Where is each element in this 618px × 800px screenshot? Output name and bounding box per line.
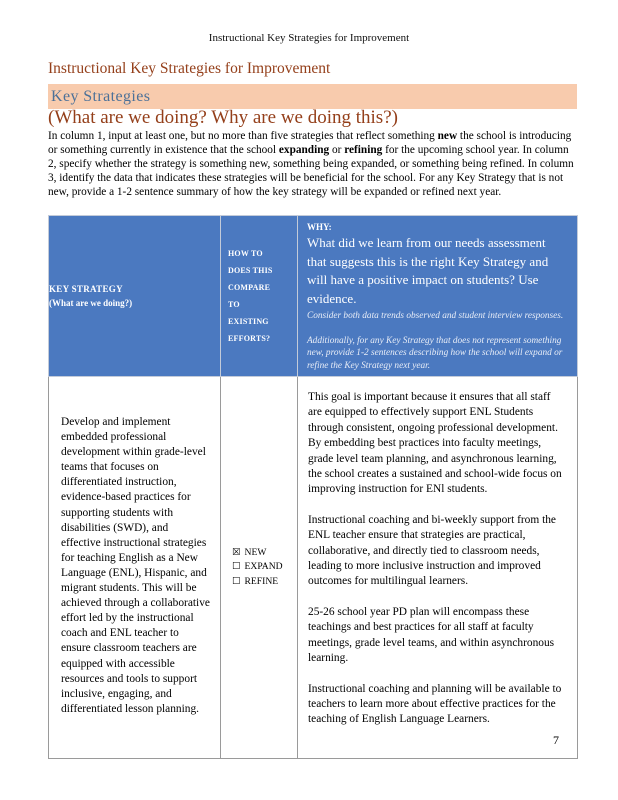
- checkbox-option-refine[interactable]: [232, 575, 297, 590]
- why-paragraph-3: 25-26 school year PD plan will encompass these teachings and best practices for all staff at faculty meetings, grade level teams, and within asynchronous learning.: [308, 605, 555, 665]
- running-header: Instructional Key Strategies for Improvement: [208, 32, 410, 44]
- key-strategy-header-title: KEY STRATEGY: [49, 284, 123, 294]
- strategy-text: Develop and implement embedded professional development within grade-level teams that focuses on differentiated instruction, evidence-based practices for supporting students with disabilities (SWD), and effective instructional strategies for teaching English as a New Language (ENL), Hispanic, and migrant students. This will be achieved through a collaborative effort led by the instructional coach and ENL teacher to ensure classroom teachers are equipped with accessible resources and tools to support inclusive, engaging, and differentiated lesson planning.: [61, 416, 210, 715]
- table-header-row: [49, 216, 578, 377]
- why-note-evidence: Consider both data trends observed and student interview responses.: [307, 311, 564, 321]
- why-cell: [298, 377, 578, 759]
- why-note-expand-refine: Additionally, for any Key Strategy that does not represent something new, provide 1-2 sentences describing how the school will expand or refine the Key Strategy next year.: [307, 335, 563, 371]
- why-paragraph-1: This goal is important because it ensures that all staff are equipped to effectively support ENL Students through consistent, ongoing professional development. By embedding best practices into faculty meetings, grade level team planning, and asynchronous learning, the school creates a sustained and school-wide focus on improving instruction for ENl students.: [308, 391, 562, 496]
- key-strategy-header-subtitle: (What are we doing?): [49, 298, 133, 308]
- checkbox-label-refine: REFINE: [244, 575, 279, 587]
- compare-header-text: HOW TO DOES THIS COMPARE TO EXISTING EFFORTS?: [228, 249, 273, 343]
- checkbox-label-expand: EXPAND: [244, 561, 283, 573]
- checkbox-unchecked-icon[interactable]: ☐: [232, 575, 241, 587]
- intro-bold-refining: refining: [344, 143, 383, 156]
- why-question: What did we learn from our needs assessment that suggests this is the right Key Strategy and will have a positive impact on students? Use evidence.: [307, 235, 549, 306]
- intro-text-3: or: [329, 143, 345, 156]
- strategy-cell: [49, 377, 221, 759]
- checkbox-unchecked-icon[interactable]: ☐: [232, 561, 241, 573]
- header-cell-compare: [221, 216, 298, 377]
- intro-text-4: for the upcoming school year. In column 2, specify whether the strategy is something new, something being expanded, or something being refined. In column 3, identify the data that indicates these strategies will be beneficial for the school. For any Key Strategy that is not new, provide a 1-2 sentence summary of how the key strategy will be expanded or refined next year.: [48, 143, 574, 198]
- section-title: Instructional Key Strategies for Improvement: [48, 60, 331, 77]
- table-row: [49, 377, 578, 759]
- checkbox-label-new: NEW: [244, 546, 267, 558]
- header-cell-key-strategy: [49, 216, 221, 377]
- why-paragraph-4: Instructional coaching and planning will be available to teachers to learn more about effective practices for the teaching of English Language Learners.: [308, 682, 562, 726]
- banner-title: Key Strategies: [51, 88, 151, 105]
- why-paragraph-2: Instructional coaching and bi-weekly support from the ENL teacher ensure that strategies are practical, collaborative, and directly tied to classroom needs, leading to more inclusive instruction and improved outcomes for multilingual learners.: [308, 513, 556, 588]
- intro-paragraph: [48, 130, 574, 200]
- intro-text-2: the school is introducing or something currently in existence that the school: [48, 130, 572, 156]
- why-label: WHY:: [307, 222, 332, 232]
- intro-bold-new: new: [437, 130, 458, 142]
- header-cell-why: [298, 216, 578, 377]
- checkbox-option-new[interactable]: [232, 546, 297, 561]
- intro-text-1: In column 1, input at least one, but no more than five strategies that reflect something: [48, 130, 438, 142]
- checkbox-checked-icon[interactable]: ☒: [232, 546, 241, 558]
- section-subtitle: (What are we doing? Why are we doing this?): [48, 107, 398, 128]
- options-cell: [221, 377, 298, 759]
- page-number: 7: [553, 733, 559, 747]
- key-strategies-banner: [48, 84, 577, 109]
- intro-bold-expanding: expanding: [278, 143, 330, 156]
- checkbox-option-expand[interactable]: [232, 560, 297, 575]
- key-strategies-table: [48, 215, 578, 759]
